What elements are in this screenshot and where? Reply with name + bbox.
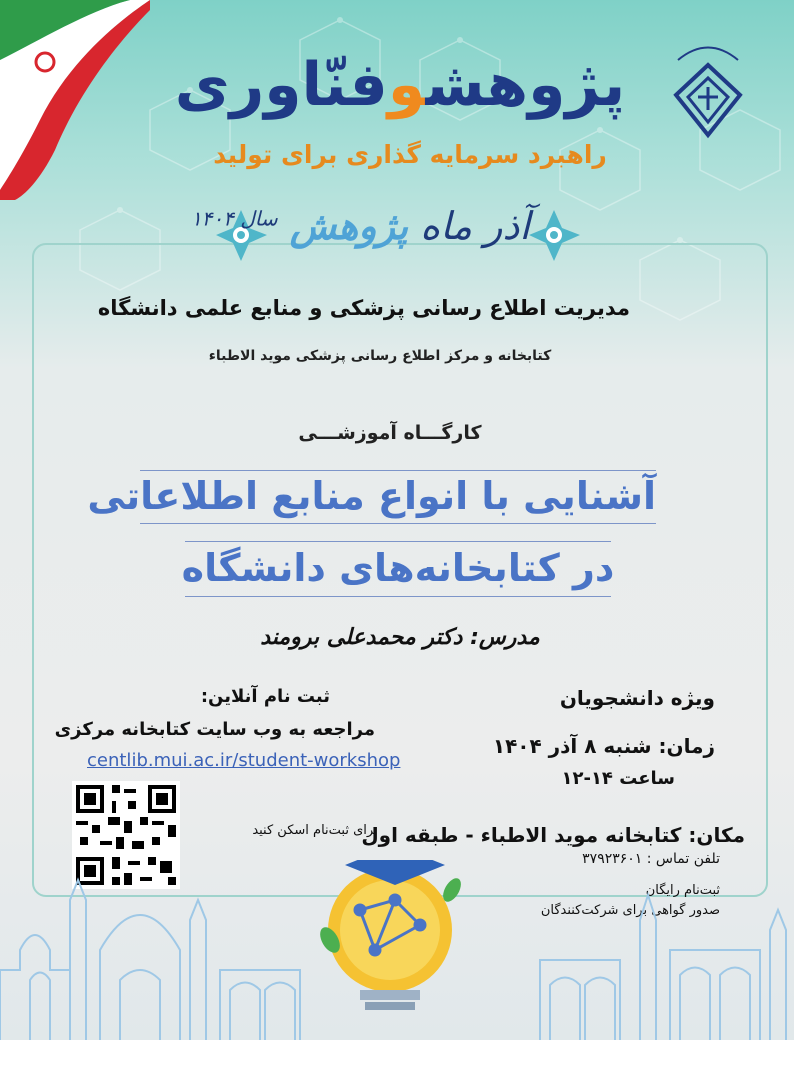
event-time: زمان: شنبه ۸ آذر ۱۴۰۴ xyxy=(492,734,715,758)
registration-link[interactable]: centlib.mui.ac.ir/student-workshop xyxy=(87,750,401,771)
main-title: پژوهشوفنّاوری xyxy=(174,50,626,120)
department-name: مدیریت اطلاع رسانی پزشکی و منابع علمی دانشگاه xyxy=(97,296,630,320)
bottom-strip xyxy=(0,1040,794,1085)
subtitle: راهبرد سرمایه گذاری برای تولید xyxy=(213,140,607,169)
teacher-name: مدرس: دکتر محمدعلی برومند xyxy=(260,625,540,650)
ornament-right xyxy=(527,208,582,263)
iran-flag xyxy=(0,0,150,200)
event-place: مکان: کتابخانه موید الاطباء - طبقه اول xyxy=(361,823,745,847)
certificate-note: صدور گواهی برای شرکت‌کنندگان xyxy=(540,903,720,918)
workshop-title-line2: در کتابخانه‌های دانشگاه xyxy=(181,546,615,590)
month-banner: آذر ماه پژوهش $^{سال ۱۴۰۴}$ xyxy=(190,203,530,248)
workshop-kind: کارگـــاه آموزشـــی xyxy=(298,422,482,444)
workshop-title-line1: آشنایی با انواع منابع اطلاعاتی xyxy=(87,474,656,518)
scan-note: برای ثبت‌نام اسکن کنید xyxy=(252,823,378,838)
registration-detail: مراجعه به وب سایت کتابخانه مرکزی xyxy=(54,719,375,740)
isfahan-skyline xyxy=(0,860,794,1050)
event-hours: ساعت ۱۴-۱۲ xyxy=(561,768,675,789)
library-name: کتابخانه و مرکز اطلاع رسانی پزشکی موید الاطباء xyxy=(208,348,552,364)
registration-heading: ثبت نام آنلاین: xyxy=(200,686,330,707)
contact-phone: تلفن تماس : ۳۷۹۲۳۶۰۱ xyxy=(582,851,720,867)
graduation-bulb-icon xyxy=(316,860,464,1010)
free-registration: ثبت‌نام رایگان xyxy=(645,883,720,898)
university-logo xyxy=(668,40,748,140)
audience: ویژه دانشجویان xyxy=(559,686,715,710)
